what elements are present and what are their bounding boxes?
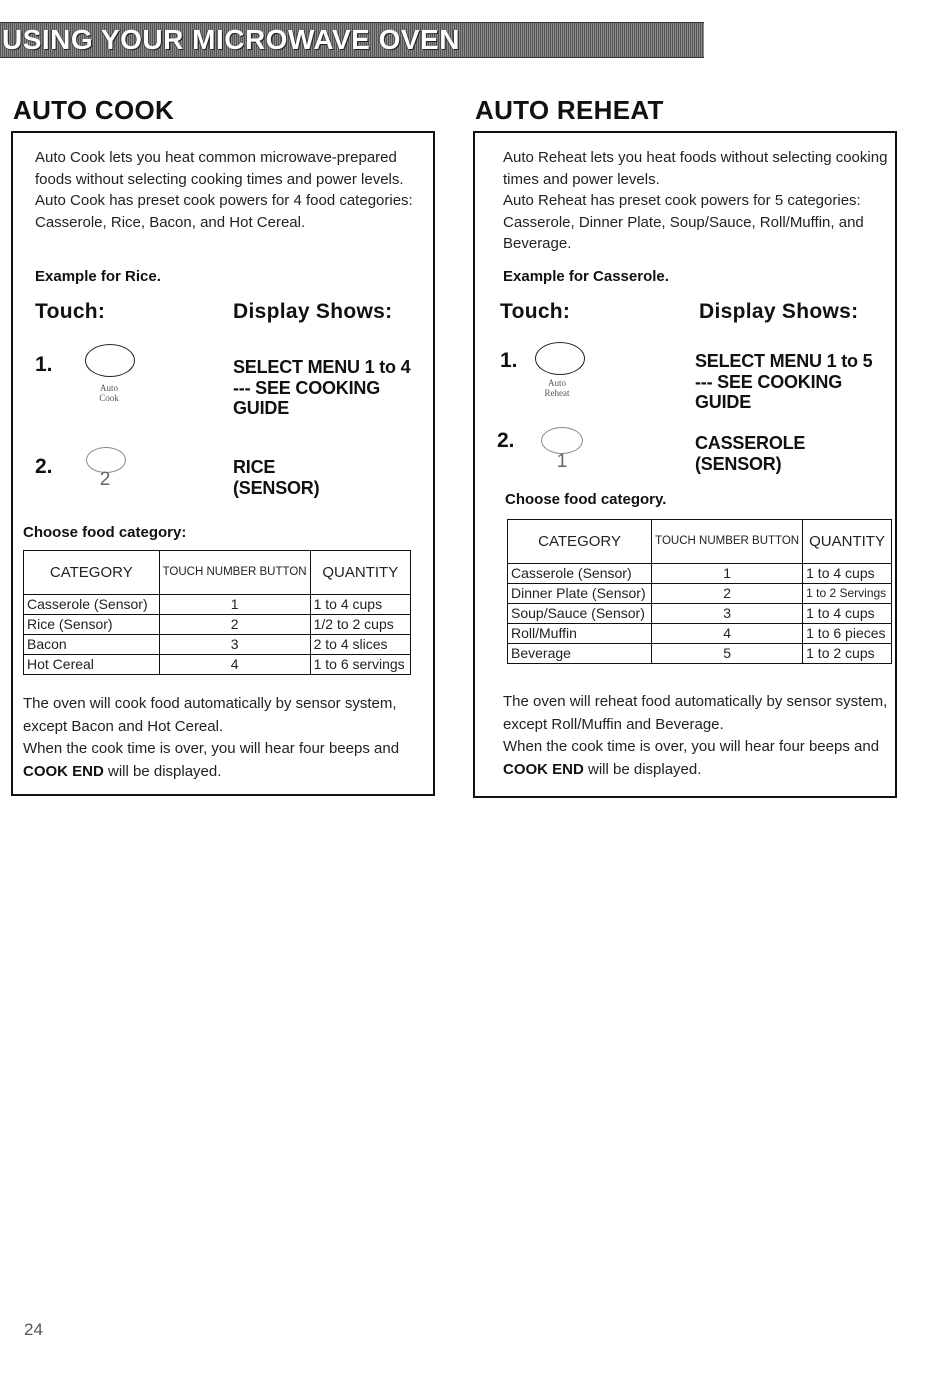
number-2-button-digit: 2 (99, 469, 111, 490)
step-1-display: SELECT MENU 1 to 4 --- SEE COOKING GUIDE (233, 357, 411, 418)
cell-category: Dinner Plate (Sensor) (508, 584, 652, 604)
cell-category: Soup/Sauce (Sensor) (508, 604, 652, 624)
auto-cook-example: Example for Rice. (35, 268, 161, 285)
table-row (24, 615, 411, 635)
number-1-button-digit: 1 (556, 451, 568, 472)
cell-quantity: 2 to 4 slices (310, 635, 410, 655)
cell-category: Casserole (Sensor) (508, 564, 652, 584)
display-heading: Display Shows: (699, 300, 859, 323)
table-row (508, 604, 892, 624)
cell-quantity: 1 to 2 Servings (803, 584, 892, 604)
section-banner (0, 22, 704, 58)
cell-number: 2 (652, 584, 803, 604)
table-row (508, 584, 892, 604)
table-header-row (508, 520, 892, 564)
step-2-number: 2. (497, 429, 515, 452)
cell-number: 4 (159, 655, 310, 675)
cell-quantity: 1 to 4 cups (803, 564, 892, 584)
cell-category: Casserole (Sensor) (24, 595, 160, 615)
auto-cook-button-label: Auto Cook (99, 383, 119, 403)
cell-quantity: 1 to 4 cups (803, 604, 892, 624)
auto-reheat-button-label: Auto Reheat (544, 378, 570, 398)
cell-category: Beverage (508, 644, 652, 664)
cell-number: 2 (159, 615, 310, 635)
step-1-number: 1. (35, 353, 53, 376)
cell-quantity: 1 to 4 cups (310, 595, 410, 615)
banner-title: USING YOUR MICROWAVE OVEN (2, 24, 460, 55)
cell-category: Hot Cereal (24, 655, 160, 675)
step-2-display: RICE (SENSOR) (233, 457, 320, 498)
auto-reheat-example: Example for Casserole. (503, 268, 669, 285)
auto-reheat-category-table (507, 519, 892, 664)
auto-reheat-panel (473, 131, 897, 798)
header-quantity: QUANTITY (803, 520, 892, 564)
auto-reheat-title: AUTO REHEAT (475, 95, 664, 125)
table-row (24, 595, 411, 615)
auto-reheat-button-oval[interactable] (535, 342, 585, 375)
table-row (508, 644, 892, 664)
table-row (24, 635, 411, 655)
auto-reheat-outro: The oven will reheat food automatically by sensor system, except Roll/Muffin and Beverage. When the cook time is over, you will hear four beeps and COOK END will be displayed. (503, 693, 888, 778)
choose-category-label: Choose food category. (505, 491, 667, 508)
cell-quantity: 1 to 2 cups (803, 644, 892, 664)
display-heading: Display Shows: (233, 300, 393, 323)
auto-cook-outro: The oven will cook food automatically by sensor system, except Bacon and Hot Cereal. When the cook time is over, you will hear four beeps and COOK END will be displayed. (23, 695, 400, 780)
cell-quantity: 1 to 6 pieces (803, 624, 892, 644)
auto-cook-title: AUTO COOK (13, 95, 175, 125)
cell-category: Rice (Sensor) (24, 615, 160, 635)
choose-category-label: Choose food category: (23, 524, 187, 541)
auto-cook-category-table (23, 550, 411, 675)
touch-heading: Touch: (500, 300, 571, 323)
cell-quantity: 1/2 to 2 cups (310, 615, 410, 635)
auto-cook-button-oval[interactable] (85, 344, 135, 377)
touch-heading: Touch: (35, 300, 106, 323)
auto-cook-panel (11, 131, 435, 796)
cell-category: Bacon (24, 635, 160, 655)
header-touch-number: TOUCH NUMBER BUTTON (159, 551, 310, 595)
header-touch-number: TOUCH NUMBER BUTTON (652, 520, 803, 564)
header-category: CATEGORY (508, 520, 652, 564)
table-row (24, 655, 411, 675)
auto-reheat-intro: Auto Reheat lets you heat foods without selecting cooking times and power levels. Auto Reheat has preset cook powers for 5 categories: Casserole, Dinner Plate, Soup/Sauce, Roll/Muffin, and Beverage. (503, 149, 888, 252)
step-1-number: 1. (500, 349, 518, 372)
header-category: CATEGORY (24, 551, 160, 595)
auto-cook-intro: Auto Cook lets you heat common microwave-prepared foods without selecting cooking times and power levels. Auto Cook has preset cook powers for 4 food categories: Casserole, Rice, Bacon, and Hot Cereal. (35, 149, 413, 231)
number-1-button-oval[interactable] (541, 427, 583, 454)
step-1-display: SELECT MENU 1 to 5 --- SEE COOKING GUIDE (695, 351, 873, 412)
cell-number: 3 (652, 604, 803, 624)
page-number: 24 (24, 1320, 43, 1339)
cell-quantity: 1 to 6 servings (310, 655, 410, 675)
cell-number: 1 (652, 564, 803, 584)
table-row (508, 564, 892, 584)
step-2-number: 2. (35, 455, 53, 478)
cell-number: 1 (159, 595, 310, 615)
cell-number: 3 (159, 635, 310, 655)
table-row (508, 624, 892, 644)
table-header-row (24, 551, 411, 595)
cell-number: 5 (652, 644, 803, 664)
header-quantity: QUANTITY (310, 551, 410, 595)
cell-category: Roll/Muffin (508, 624, 652, 644)
cell-number: 4 (652, 624, 803, 644)
step-2-display: CASSEROLE (SENSOR) (695, 433, 806, 474)
